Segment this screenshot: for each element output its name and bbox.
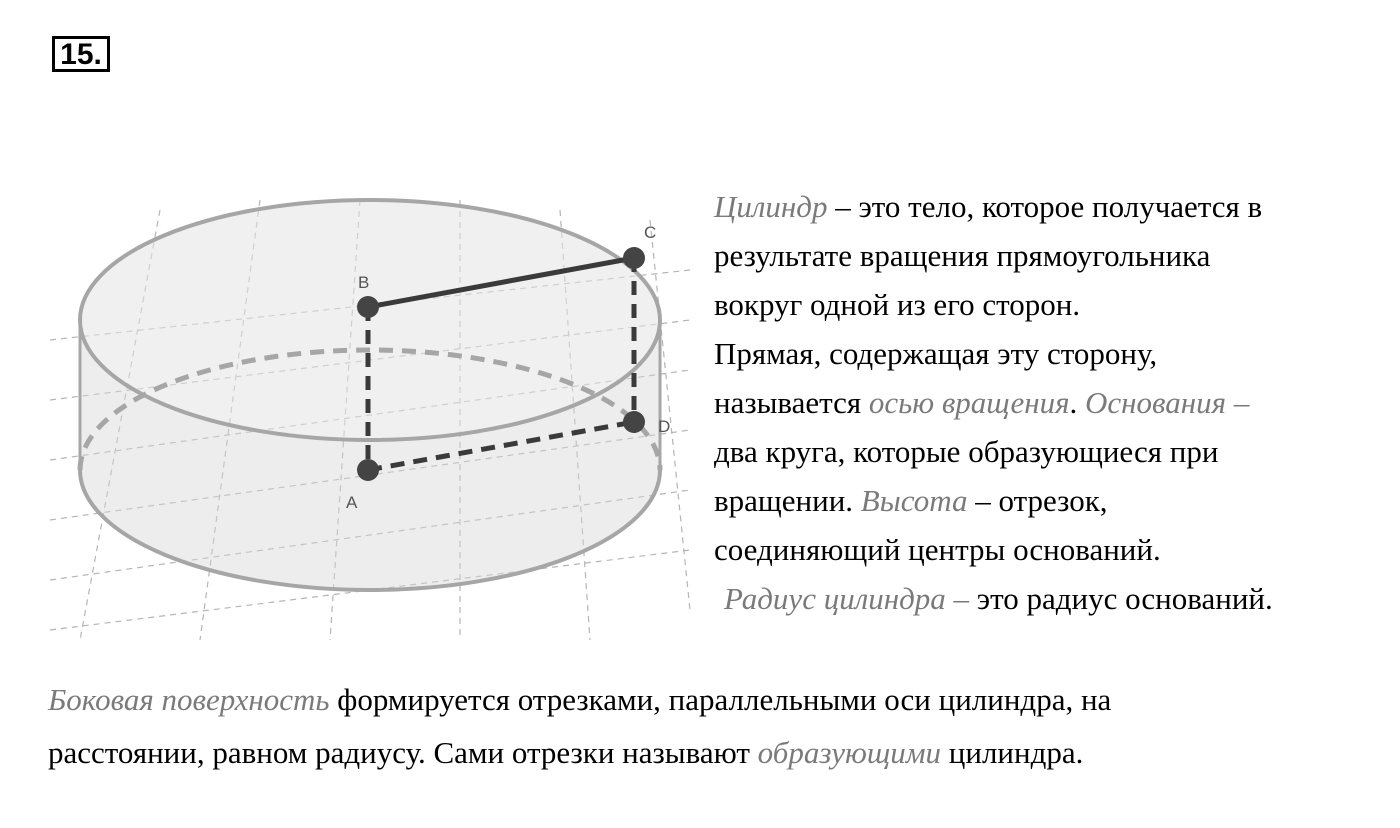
definition-line-8: соединяющий центры оснований. xyxy=(714,532,1161,567)
definition-text: вращении. xyxy=(714,483,861,518)
definition-line-2: результате вращения прямоугольника xyxy=(714,238,1211,273)
definition-text: – это тело, которое получается в xyxy=(827,189,1263,224)
term-cylinder: Цилиндр xyxy=(714,189,828,224)
term-generators: образующими xyxy=(757,735,942,770)
definition-text: называется xyxy=(714,385,869,420)
bottom-line-2 xyxy=(48,726,1378,779)
definition-line-4: Прямая, содержащая эту сторону, xyxy=(714,336,1158,371)
lateral-surface-definition xyxy=(48,673,1378,779)
definition-line-7 xyxy=(714,476,1384,525)
point-label-c: C xyxy=(644,223,657,242)
point-label-b: B xyxy=(358,273,370,292)
point-c xyxy=(623,247,645,269)
cylinder-figure xyxy=(40,170,700,650)
term-lateral-surface: Боковая поверхность xyxy=(48,682,330,717)
bottom-line-1 xyxy=(48,673,1378,726)
point-a xyxy=(357,459,379,481)
term-axis-of-rotation: осью вращения xyxy=(868,385,1070,420)
definition-text: это радиус оснований. xyxy=(969,581,1273,616)
definition-line-3: вокруг одной из его сторон. xyxy=(714,287,1081,322)
point-label-a: A xyxy=(346,493,358,512)
definition-text: – отрезок, xyxy=(967,483,1108,518)
term-height: Высота xyxy=(860,483,968,518)
definition-line-6: два круга, которые образующиеся при xyxy=(714,434,1219,469)
definition-line-5 xyxy=(714,378,1384,427)
definition-line-1 xyxy=(714,182,1384,231)
point-label-d: D xyxy=(658,417,671,436)
cylinder-definition xyxy=(714,182,1384,623)
problem-number: 15. xyxy=(52,36,110,72)
term-bases: Основания – xyxy=(1085,385,1250,420)
bottom-text: цилиндра. xyxy=(941,735,1084,770)
bottom-text: формируется отрезками, параллельными оси цилиндра, на xyxy=(329,682,1112,717)
definition-text: . xyxy=(1069,385,1086,420)
term-cylinder-radius: Радиус цилиндра – xyxy=(724,581,970,616)
bottom-text: расстоянии, равном радиусу. Сами отрезки называют xyxy=(48,735,758,770)
point-d xyxy=(623,411,645,433)
definition-line-9 xyxy=(714,574,1384,623)
point-b xyxy=(357,296,379,318)
